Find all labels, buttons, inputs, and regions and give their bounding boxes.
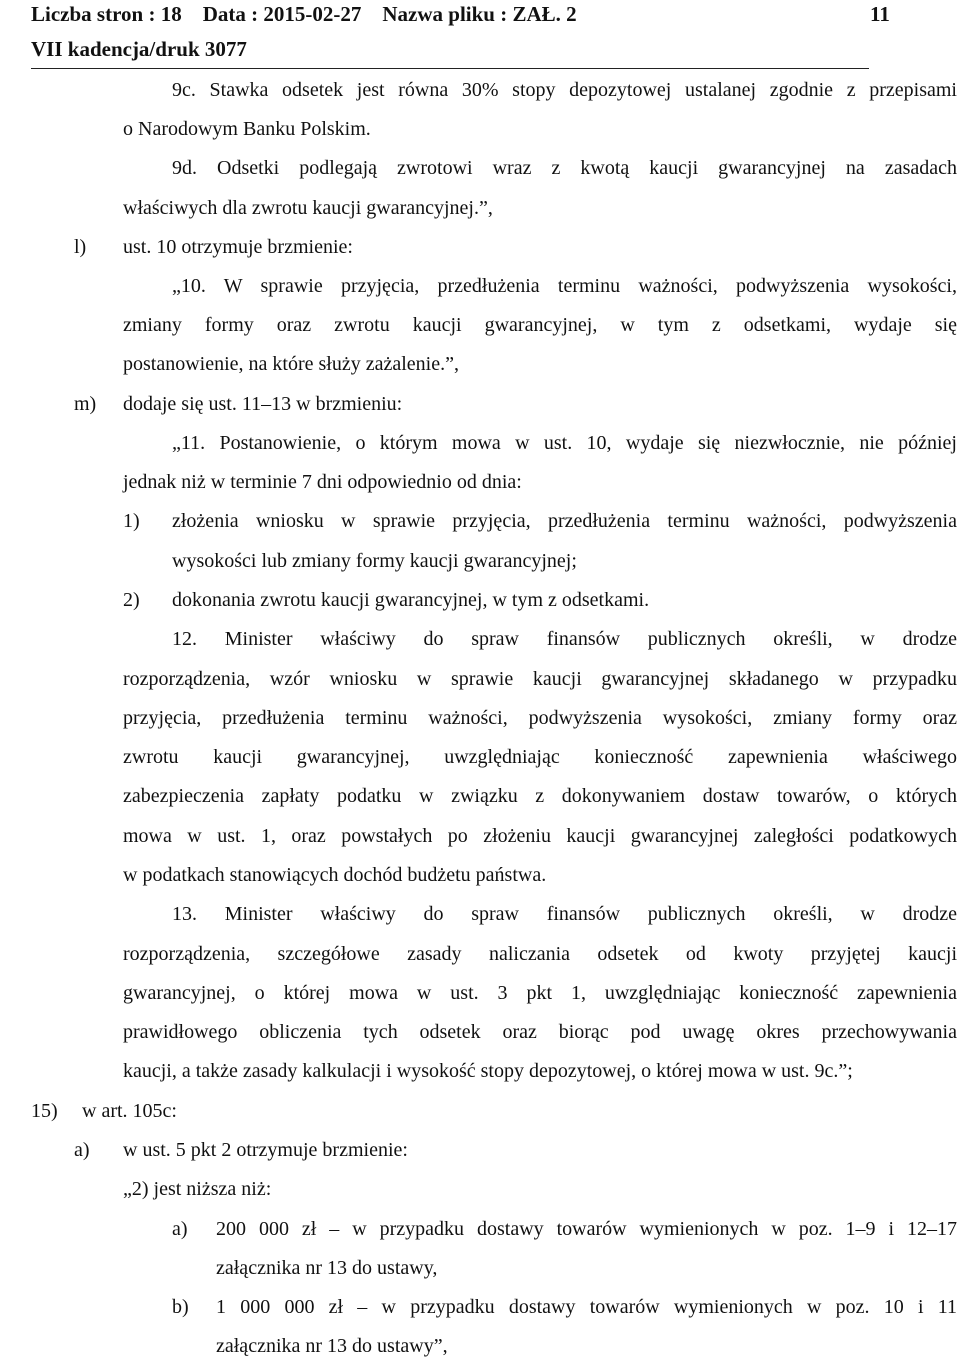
list-marker: a) (172, 1218, 188, 1240)
text-line: 9c. Stawka odsetek jest równa 30% stopy depozytowej ustalanej zgodnie z przepisami (172, 79, 957, 101)
text-line: kaucji, a także zasady kalkulacji i wysokość stopy depozytowej, o której mowa w ust. 9c.”; (123, 1060, 853, 1082)
list-marker: 1) (123, 510, 140, 532)
text-line: właściwych dla zwrotu kaucji gwarancyjnej.”, (123, 197, 493, 219)
text-line: prawidłowego obliczenia tych odsetek oraz biorąc pod uwagę okres przechowywania (123, 1021, 957, 1043)
file-name-label: Nazwa pliku : (382, 2, 508, 26)
list-marker: 2) (123, 589, 140, 611)
text-line: rozporządzenia, wzór wniosku w sprawie kaucji gwarancyjnej składanego w przypadku (123, 668, 957, 690)
text-line: 13. Minister właściwy do spraw finansów publicznych określi, w drodze (172, 903, 957, 925)
text-line: 9d. Odsetki podlegają zwrotowi wraz z kwotą kaucji gwarancyjnej na zasadach (172, 157, 957, 179)
text-line: dokonania zwrotu kaucji gwarancyjnej, w tym z odsetkami. (172, 589, 650, 611)
text-line: „11. Postanowienie, o którym mowa w ust. 10, wydaje się niezwłocznie, nie później (172, 432, 957, 454)
text-line: 200 000 zł – w przypadku dostawy towarów wymienionych w poz. 1–9 i 12–17 (216, 1218, 957, 1240)
list-marker: l) (74, 236, 87, 258)
term-line: VII kadencja/druk 3077 (31, 37, 247, 61)
text-line: wysokości lub zmiany formy kaucji gwarancyjnej; (172, 550, 577, 572)
list-marker: m) (74, 393, 97, 415)
text-line: w ust. 5 pkt 2 otrzymuje brzmienie: (123, 1139, 408, 1161)
text-line: załącznika nr 13 do ustawy”, (216, 1335, 448, 1357)
date-value: 2015-02-27 (263, 2, 362, 26)
document-header-meta (31, 2, 577, 27)
text-line: 12. Minister właściwy do spraw finansów publicznych określi, w drodze (172, 628, 957, 650)
text-line: w podatkach stanowiących dochód budżetu państwa. (123, 864, 547, 886)
text-line: zwrotu kaucji gwarancyjnej, uwzględniając konieczność zapewnienia właściwego (123, 746, 957, 768)
page-count-value: 18 (160, 2, 182, 26)
list-marker: a) (74, 1139, 90, 1161)
text-line: załącznika nr 13 do ustawy, (216, 1257, 438, 1279)
text-line: przyjęcia, przedłużenia terminu ważności, podwyższenia wysokości, zmiany formy oraz (123, 707, 957, 729)
text-line: złożenia wniosku w sprawie przyjęcia, przedłużenia terminu ważności, podwyższenia (172, 510, 957, 532)
text-line: zmiany formy oraz zwrotu kaucji gwarancyjnej, w tym z odsetkami, wydaje się (123, 314, 957, 336)
text-line: „2) jest niższa niż: (123, 1178, 272, 1200)
date-label: Data : (202, 2, 259, 26)
text-line: mowa w ust. 1, oraz powstałych po złożeniu kaucji gwarancyjnej zaległości podatkowych (123, 825, 957, 847)
text-line: jednak niż w terminie 7 dni odpowiednio od dnia: (123, 471, 522, 493)
text-line: 1 000 000 zł – w przypadku dostawy towarów wymienionych w poz. 10 i 11 (216, 1296, 957, 1318)
list-marker: 15) (31, 1100, 58, 1122)
text-line: postanowienie, na które służy zażalenie.”, (123, 353, 459, 375)
list-marker: b) (172, 1296, 189, 1318)
file-name-value: ZAŁ. 2 (512, 2, 577, 26)
text-line: zabezpieczenia zapłaty podatku w związku z dokonywaniem dostaw towarów, o których (123, 785, 957, 807)
text-line: rozporządzenia, szczegółowe zasady naliczania odsetek od kwoty przyjętej kaucji (123, 943, 957, 965)
text-line: o Narodowym Banku Polskim. (123, 118, 371, 140)
header-divider (31, 68, 869, 69)
text-line: w art. 105c: (82, 1100, 177, 1122)
page-count-label: Liczba stron : (31, 2, 156, 26)
page-number: 11 (870, 2, 890, 26)
text-line: dodaje się ust. 11–13 w brzmieniu: (123, 393, 403, 415)
text-line: gwarancyjnej, o której mowa w ust. 3 pkt 1, uwzględniając konieczność zapewnienia (123, 982, 957, 1004)
text-line: ust. 10 otrzymuje brzmienie: (123, 236, 353, 258)
text-line: „10. W sprawie przyjęcia, przedłużenia terminu ważności, podwyższenia wysokości, (172, 275, 957, 297)
